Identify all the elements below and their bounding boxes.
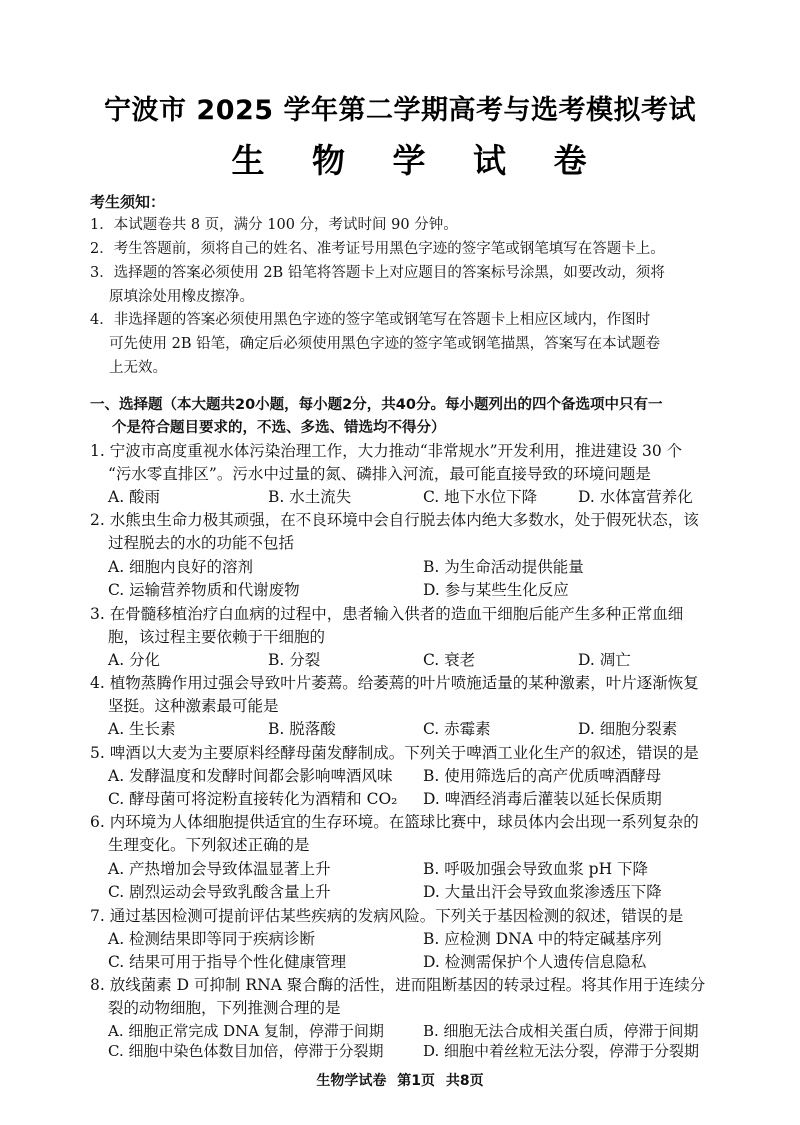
question-7-option-d: D. 检测需保护个人遗传信息隐私 bbox=[423, 953, 647, 971]
question-7-option-b: B. 应检测 DNA 中的特定碱基序列 bbox=[423, 930, 662, 948]
question-6-option-c: C. 剧烈运动会导致乳酸含量上升 bbox=[108, 883, 331, 901]
question-7-option-a: A. 检测结果即等同于疾病诊断 bbox=[108, 930, 316, 948]
notice-item-4-line-1: 4．非选择题的答案必须使用黑色字迹的签字笔或钢笔写在答题卡上相应区域内，作图时 bbox=[90, 312, 651, 328]
question-6-stem-line-1: 6. 内环境为人体细胞提供适宜的生存环境。在篮球比赛中，球员体内会出现一系列复杂的 bbox=[90, 813, 699, 831]
notice-item-4-line-3: 上无效。 bbox=[109, 360, 167, 376]
question-6-option-a: A. 产热增加会导致体温显著上升 bbox=[108, 860, 331, 878]
question-2-option-a: A. 细胞内良好的溶剂 bbox=[108, 558, 254, 576]
question-2-stem-line-1: 2. 水熊虫生命力极其顽强，在不良环境中会自行脱去体内绝大多数水，处于假死状态，该 bbox=[90, 511, 699, 529]
question-5-option-a: A. 发酵温度和发酵时间都会影响啤酒风味 bbox=[108, 767, 393, 785]
question-3-stem-line-1: 3. 在骨髓移植治疗白血病的过程中，患者输入供者的造血干细胞后能产生多种正常血细 bbox=[90, 605, 684, 623]
footer-page-number: 第1页 bbox=[397, 1073, 435, 1089]
notice-item-3-line-2: 原填涂处用橡皮擦净。 bbox=[109, 289, 254, 305]
notice-heading: 考生须知： bbox=[90, 193, 166, 211]
question-1-option-a: A. 酸雨 bbox=[108, 488, 161, 506]
question-8-stem-line-1: 8. 放线菌素 D 可抑制 RNA 聚合酶的活性，进而阻断基因的转录过程。将其作用于连续分 bbox=[90, 976, 706, 994]
question-3-option-d: D. 凋亡 bbox=[578, 651, 631, 669]
question-1-stem-line-1: 1. 宁波市高度重视水体污染治理工作，大力推动“非常规水”开发利用，推进建设 30 个 bbox=[90, 442, 683, 460]
section-heading-line-1: 一、选择题（本大题共20小题，每小题2分，共40分。每小题列出的四个备选项中只有一 bbox=[90, 397, 663, 413]
question-6-option-b: B. 呼吸加强会导致血浆 pH 下降 bbox=[423, 860, 649, 878]
question-4-option-c: C. 赤霉素 bbox=[423, 720, 491, 738]
exam-title: 宁波市 2025 学年第二学期高考与选考模拟考试 bbox=[104, 95, 696, 126]
question-8-stem-line-2: 裂的动物细胞，下列推测合理的是 bbox=[108, 999, 341, 1017]
question-7-stem-line-1: 7. 通过基因检测可提前评估某些疾病的发病风险。下列关于基因检测的叙述，错误的是 bbox=[90, 907, 684, 925]
question-1-option-b: B. 水土流失 bbox=[268, 488, 352, 506]
question-5-stem-line-1: 5. 啤酒以大麦为主要原料经酵母菌发酵制成。下列关于啤酒工业化生产的叙述，错误的是 bbox=[90, 744, 699, 762]
question-3-option-b: B. 分裂 bbox=[268, 651, 321, 669]
question-1-option-d: D. 水体富营养化 bbox=[578, 488, 693, 506]
question-4-stem-line-2: 坚挺。这种激素最可能是 bbox=[108, 697, 279, 715]
footer-total-pages: 共8页 bbox=[445, 1073, 484, 1089]
question-4-option-b: B. 脱落酸 bbox=[268, 720, 336, 738]
question-3-stem-line-2: 胞，该过程主要依赖于干细胞的 bbox=[108, 628, 326, 646]
question-1-stem-line-2: “污水零直排区”。污水中过量的氮、磷排入河流，最可能直接导致的环境问题是 bbox=[108, 465, 651, 483]
question-5-option-c: C. 酵母菌可将淀粉直接转化为酒精和 CO₂ bbox=[108, 790, 398, 808]
question-3-option-a: A. 分化 bbox=[108, 651, 161, 669]
question-7-option-c: C. 结果可用于指导个性化健康管理 bbox=[108, 953, 347, 971]
question-4-option-a: A. 生长素 bbox=[108, 720, 176, 738]
question-6-stem-line-2: 生理变化。下列叙述正确的是 bbox=[108, 836, 310, 854]
page-footer bbox=[0, 1070, 800, 1090]
notice-item-3-line-1: 3．选择题的答案必须使用 2B 铅笔将答题卡上对应题目的答案标号涂黑，如要改动，须将 bbox=[90, 265, 665, 281]
question-5-option-b: B. 使用筛选后的高产优质啤酒酵母 bbox=[423, 767, 662, 785]
question-2-option-d: D. 参与某些生化反应 bbox=[423, 581, 569, 599]
notice-item-1: 1．本试题卷共 8 页，满分 100 分，考试时间 90 分钟。 bbox=[90, 217, 458, 233]
question-4-stem-line-1: 4. 植物蒸腾作用过强会导致叶片萎蔫。给萎蔫的叶片喷施适量的某种激素，叶片逐渐恢复 bbox=[90, 674, 699, 692]
question-8-option-b: B. 细胞无法合成相关蛋白质，停滞于间期 bbox=[423, 1022, 699, 1040]
question-4-option-d: D. 细胞分裂素 bbox=[578, 720, 678, 738]
section-heading-line-2: 个是符合题目要求的，不选、多选、错选均不得分） bbox=[112, 420, 446, 436]
footer-paper-name: 生物学试卷 bbox=[316, 1073, 387, 1089]
exam-subtitle: 生 物 学 试 卷 bbox=[231, 141, 605, 180]
question-1-option-c: C. 地下水位下降 bbox=[423, 488, 538, 506]
notice-item-2: 2．考生答题前，须将自己的姓名、准考证号用黑色字迹的签字笔或钢笔填写在答题卡上。 bbox=[90, 241, 665, 257]
question-6-option-d: D. 大量出汗会导致血浆渗透压下降 bbox=[423, 883, 662, 901]
question-8-option-a: A. 细胞正常完成 DNA 复制，停滞于间期 bbox=[108, 1022, 384, 1040]
question-2-option-c: C. 运输营养物质和代谢废物 bbox=[108, 581, 300, 599]
notice-item-4-line-2: 可先使用 2B 铅笔，确定后必须使用黑色字迹的签字笔或钢笔描黑，答案写在本试题卷 bbox=[109, 336, 661, 352]
question-3-option-c: C. 衰老 bbox=[423, 651, 476, 669]
question-2-option-b: B. 为生命活动提供能量 bbox=[423, 558, 584, 576]
question-5-option-d: D. 啤酒经消毒后灌装以延长保质期 bbox=[423, 790, 662, 808]
question-8-option-c: C. 细胞中染色体数目加倍，停滞于分裂期 bbox=[108, 1042, 384, 1060]
question-2-stem-line-2: 过程脱去的水的功能不包括 bbox=[108, 534, 295, 552]
question-8-option-d: D. 细胞中着丝粒无法分裂，停滞于分裂期 bbox=[423, 1042, 700, 1060]
